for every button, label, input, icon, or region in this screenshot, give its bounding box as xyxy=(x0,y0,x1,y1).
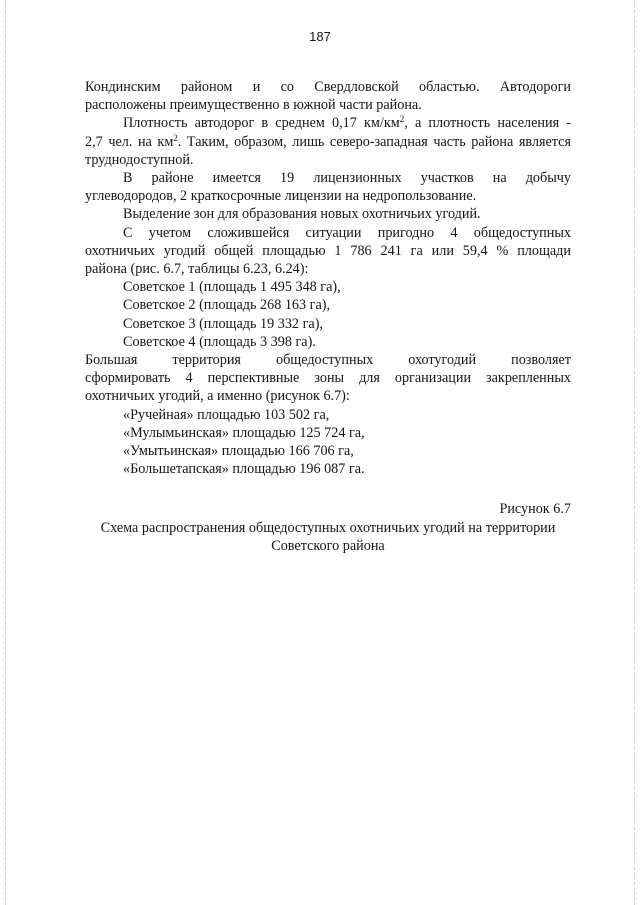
paragraph-line: В районе имеется 19 лицензионных участков на добычу xyxy=(123,170,571,187)
paragraph-line: Кондинским районом и со Свердловской областью. Автодороги xyxy=(85,79,571,95)
text-fragment: 2,7 чел. на км xyxy=(85,133,174,150)
list-item: Советское 3 (площадь 19 332 га), xyxy=(123,315,323,332)
paragraph-line: района (рис. 6.7, таблицы 6.23, 6.24): xyxy=(85,261,309,278)
paragraph-line: охотничьих угодий, а именно (рисунок 6.7): xyxy=(85,388,350,405)
text-fragment: Плотность автодорог в среднем 0,17 км/км xyxy=(123,115,400,132)
paragraph-line: расположены преимущественно в южной части района. xyxy=(85,97,422,114)
paragraph-line: Выделение зон для образования новых охотничьих угодий. xyxy=(123,206,481,223)
superscript: 2 xyxy=(173,132,178,143)
paragraph-line: Большая территория общедоступных охотугодий позволяет xyxy=(85,352,571,369)
scan-edge-right xyxy=(634,0,636,905)
document-body xyxy=(85,78,571,555)
page-number: 187 xyxy=(309,29,331,44)
list-item: «Умытьинская» площадью 166 706 га, xyxy=(123,443,354,460)
paragraph-line xyxy=(85,133,571,151)
scan-edge-left xyxy=(5,0,7,905)
list-item: «Ручейная» площадью 103 502 га, xyxy=(123,406,330,423)
paragraph-line xyxy=(85,114,571,132)
list-item: Советское 4 (площадь 3 398 га). xyxy=(123,333,316,350)
paragraph-line: С учетом сложившейся ситуации пригодно 4 общедоступных xyxy=(123,224,571,241)
list-item: Советское 1 (площадь 1 495 348 га), xyxy=(123,279,341,296)
superscript: 2 xyxy=(399,114,405,125)
paragraph-line: охотничьих угодий общей площадью 1 786 241 га или 59,4 % площади xyxy=(85,242,571,259)
list-item: Советское 2 (площадь 268 163 га), xyxy=(123,297,331,314)
text-fragment: , а плотность населения - xyxy=(404,115,571,132)
paragraph-line: углеводородов, 2 краткосрочные лицензии на недропользование. xyxy=(85,188,477,205)
figure-label: Рисунок 6.7 xyxy=(499,501,571,518)
list-item: «Большетапская» площадью 196 087 га. xyxy=(123,461,365,478)
list-item: «Мулымьинская» площадью 125 724 га, xyxy=(123,424,365,441)
paragraph-line: труднодоступной. xyxy=(85,151,194,168)
text-fragment: . Таким, образом, лишь северо-западная часть района является xyxy=(177,133,571,150)
paragraph-line: сформировать 4 перспективные зоны для организации закрепленных xyxy=(85,370,571,387)
figure-caption: Схема распространения общедоступных охотничьих угодий на территории Советского района xyxy=(100,519,556,554)
